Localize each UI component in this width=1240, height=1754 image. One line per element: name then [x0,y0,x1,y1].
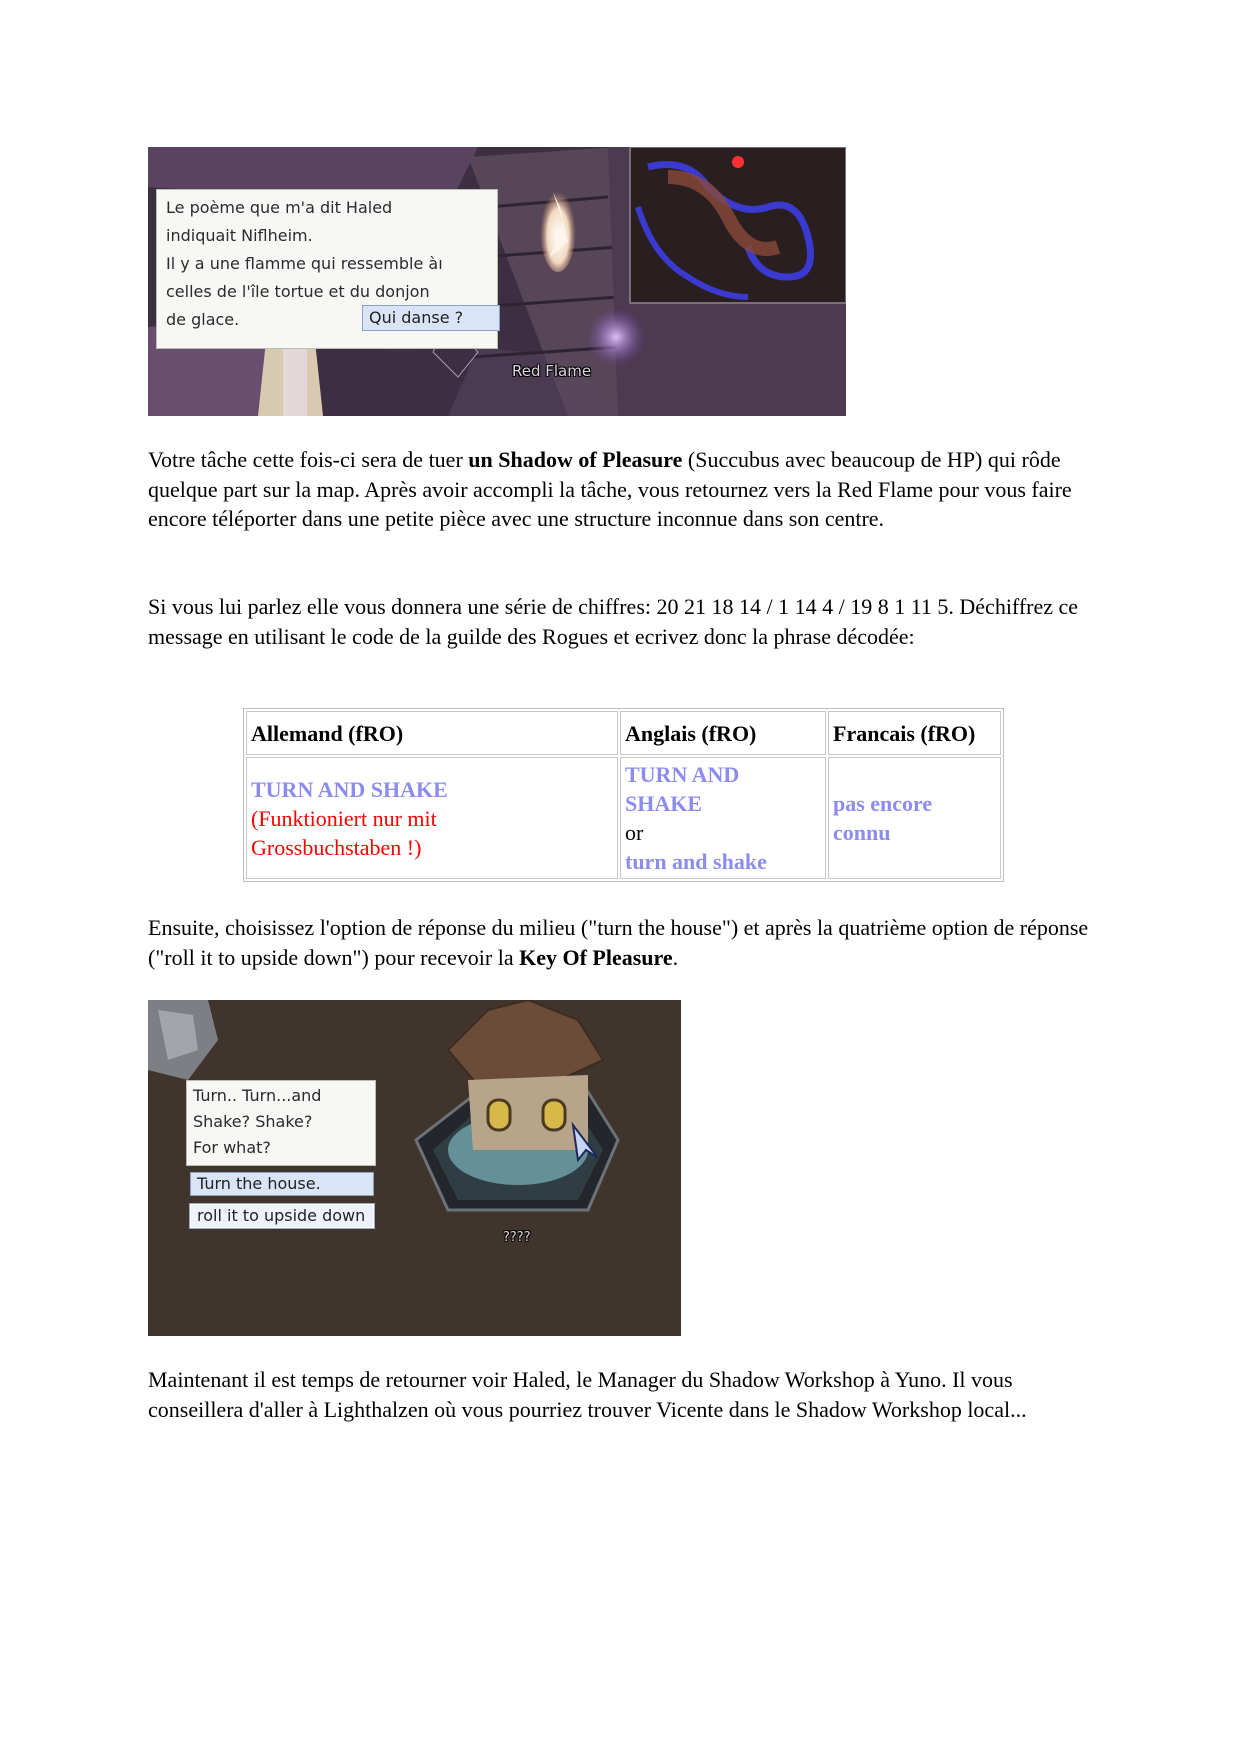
minimap-marker-icon [732,156,744,168]
game-scene-room [148,1000,681,1336]
dialog-line: celles de l'île tortue et du donjon [166,282,430,301]
text-span: . [672,944,679,970]
dialog-line: indiquait Niflheim. [166,226,313,245]
cell-allemand [246,757,618,879]
cell-anglais [620,757,826,879]
dialog-option-turn-house[interactable]: Turn the house. [190,1172,374,1196]
answer-table [243,708,1004,882]
dialog-line: de glace. [166,310,240,329]
header-francais: Francais (fRO) [828,711,1001,755]
cell-francais [828,757,1001,879]
window-icon [543,1100,565,1130]
text-span: Votre tâche cette fois-ci sera de tuer [148,447,469,472]
table-header-row [246,711,1001,755]
answer-en-lower: turn and shake [625,849,767,874]
game-screenshot-house [148,1000,681,1336]
game-screenshot-red-flame [148,147,846,416]
table-row [246,757,1001,879]
paragraph-cipher: Si vous lui parlez elle vous donnera une série de chiffres: 20 21 18 14 / 1 14 4 / 19 8 1 11 5. Déchiffrez ce message en utilisant le code de la guilde des Rogues et ecrivez donc la phrase décodée: [148,594,1079,649]
dialog-option-roll-upside-down[interactable]: roll it to upside down [190,1204,374,1228]
paragraph-options [148,913,1108,972]
bold-text: Key Of Pleasure [519,944,673,970]
text-or: or [625,820,644,845]
note-de: (Funktioniert nur mit Grossbuchstaben !) [251,805,437,860]
answer-de: TURN AND SHAKE [251,776,448,802]
window-icon [488,1100,510,1130]
dialog-line: Le poème que m'a dit Haled [166,198,393,217]
header-anglais: Anglais (fRO) [620,711,826,755]
dialog-option-qui-danse[interactable]: Qui danse ? [362,305,500,331]
bold-text: un Shadow of Pleasure [468,447,683,472]
header-allemand: Allemand (fRO) [246,711,618,755]
paragraph-next-step: Maintenant il est temps de retourner voir Haled, le Manager du Shadow Workshop à Yuno. Il vous conseillera d'aller à Lighthalzen où vous pourriez trouver Vicente dans le Shadow Workshop local... [148,1367,1027,1422]
npc-dialog-box [186,1080,376,1166]
npc-name-label: Red Flame [512,362,592,380]
dialog-line: For what? [193,1138,271,1157]
answer-fr: pas encore connu [833,791,933,845]
dialog-line: Il y a une flamme qui ressemble àı [166,254,443,273]
dialog-line: Shake? Shake? [193,1112,313,1131]
text-span: (Succubus avec beaucoup de HP) qui rôde quelque part sur la map. Après avoir accompli la tâche, vous retournez vers la Red Flame pour vous faire encore téléporter dans une petite pièce avec une structure inconnue dans son centre. [148,447,1072,531]
text-span: Ensuite, choisissez l'option de réponse du milieu ("turn the house") et après la quatrième option de réponse ("roll it to upside down") pour recevoir la [148,915,1089,970]
dialog-line: Turn.. Turn...and [193,1086,322,1105]
npc-name-label: ???? [503,1230,531,1245]
answer-en-upper: TURN AND SHAKE [625,762,740,816]
paragraph-task [148,445,1108,534]
